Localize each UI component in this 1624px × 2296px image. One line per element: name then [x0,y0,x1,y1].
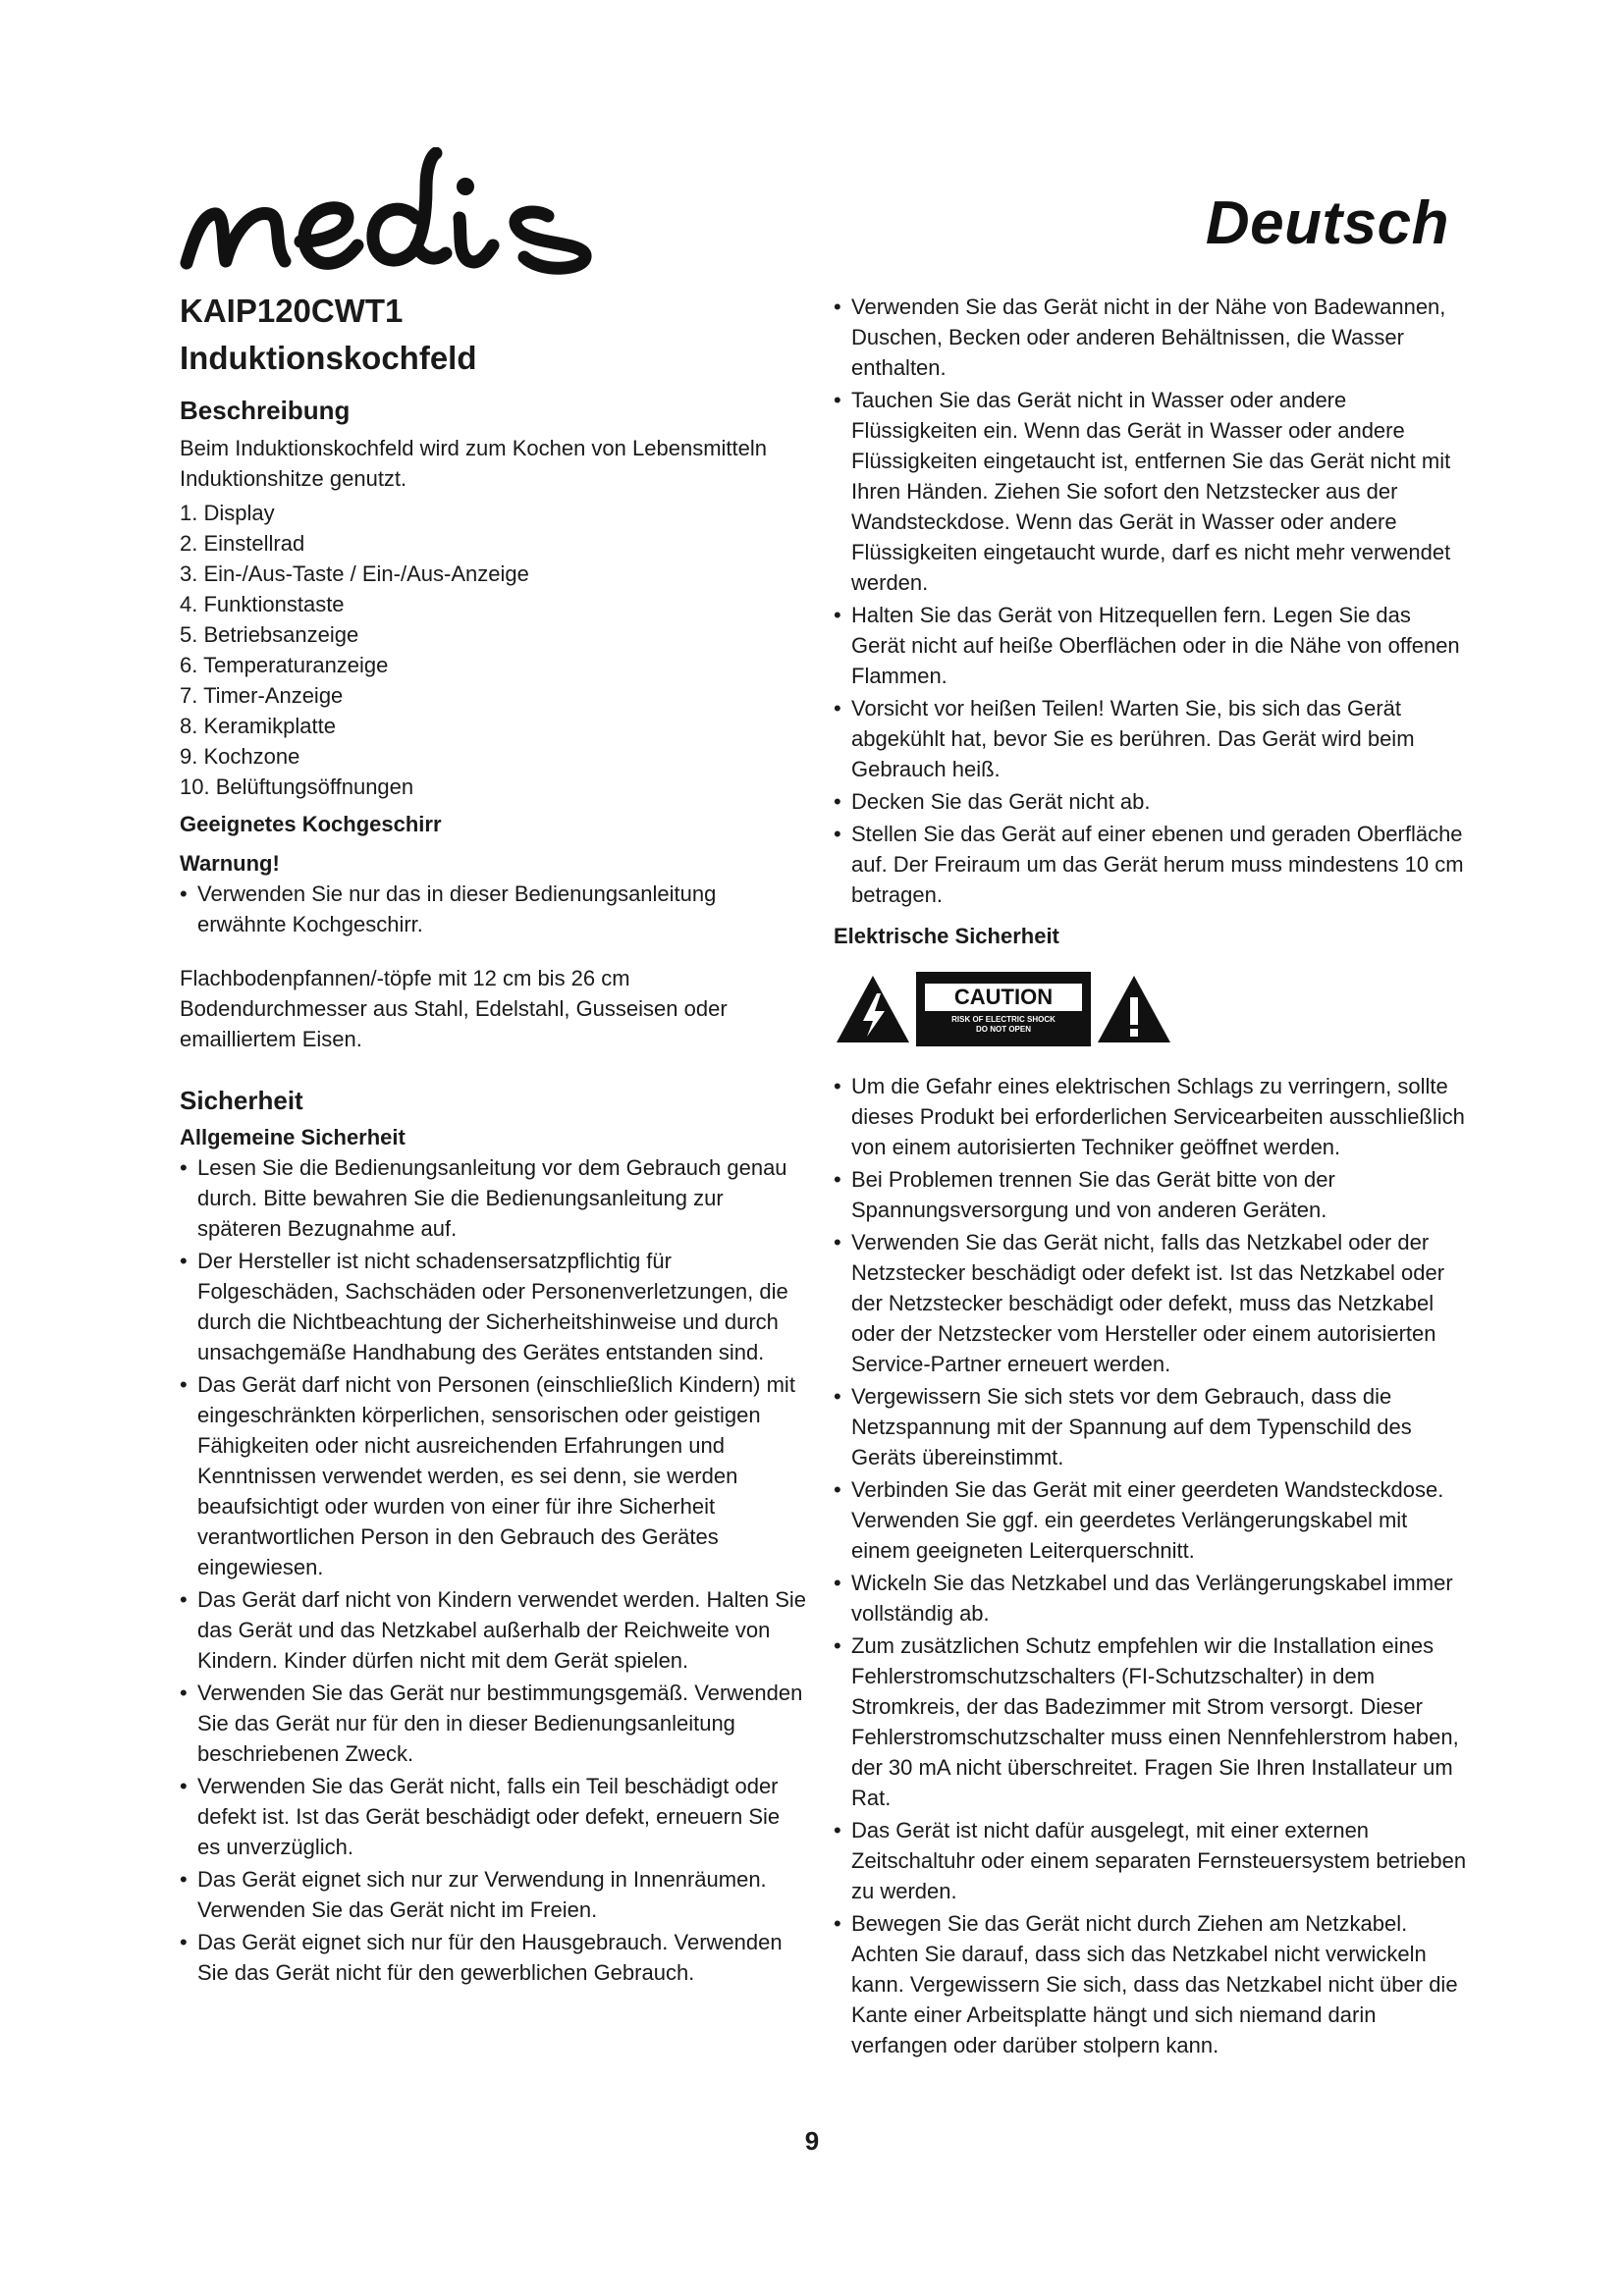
list-item: 7. Timer-Anzeige [180,683,344,708]
list-item: • Wickeln Sie das Netzkabel und das Verlängerungskabel immer vollständig ab. [834,1568,1467,1629]
description-heading: Beschreibung [180,396,351,425]
list-item: 1. Display [180,501,275,525]
list-item: • Verwenden Sie das Gerät nicht in der Nähe von Badewannen, Duschen, Becken oder anderen Behältnissen, die Wasser enthalten. [834,292,1467,383]
list-item: • Der Hersteller ist nicht schadensersatzpflichtig für Folgeschäden, Sachschäden oder Personenverletzungen, die durch die Nichtbeachtung der Sicherheitshinweise und durch unsachgemäße Handhabung des Gerätes entstanden sind. [180,1246,808,1367]
list-item: • Vorsicht vor heißen Teilen! Warten Sie, bis sich das Gerät abgekühlt hat, bevor Sie es berühren. Das Gerät wird beim Gebrauch heiß. [834,693,1467,784]
list-item: • Stellen Sie das Gerät auf einer ebenen und geraden Oberfläche auf. Der Freiraum um das Gerät herum muss mindestens 10 cm betragen. [834,819,1467,910]
caution-label-box [916,972,1091,1046]
general-safety-list-continued [834,292,1467,910]
list-item: • Das Gerät darf nicht von Personen (einschließlich Kindern) mit eingeschränkten körperlichen, sensorischen oder geistigen Fähigkeiten oder nicht ausreichenden Erfahrungen und Kenntnissen verwendet werden, es sei denn, sie werden beaufsichtigt oder wurden von einer für ihre Sicherheit verantwortlichen Person in den Gebrauch des Gerätes eingewiesen. [180,1369,808,1582]
list-item: 5. Betriebsanzeige [180,622,359,647]
list-item: 6. Temperaturanzeige [180,653,389,677]
model-number: KAIP120CWT1 [180,293,404,329]
list-item: • Das Gerät eignet sich nur zur Verwendung in Innenräumen. Verwenden Sie das Gerät nicht im Freien. [180,1864,808,1925]
cookware-heading: Geeignetes Kochgeschirr [180,812,442,836]
list-item: • Um die Gefahr eines elektrischen Schlags zu verringern, sollte dieses Produkt bei erforderlichen Servicearbeiten ausschließlich von einem autorisierten Techniker geöffnet werden. [834,1071,1467,1162]
caution-line-1: RISK OF ELECTRIC SHOCK [951,1015,1056,1024]
list-item: 8. Keramikplatte [180,714,336,738]
cookware-text: Flachbodenpfannen/-töpfe mit 12 cm bis 26 cm Bodendurchmesser aus Stahl, Edelstahl, Gusseisen oder emailliertem Eisen. [180,966,728,1051]
list-item: 10. Belüftungsöffnungen [180,774,414,799]
list-item: • Bewegen Sie das Gerät nicht durch Ziehen am Netzkabel. Achten Sie darauf, dass sich das Netzkabel nicht verwickeln kann. Vergewissern Sie sich, dass das Netzkabel nicht über die Kante einer Arbeitsplatte hängt und sich niemand darin verfangen oder darüber stolpern kann. [834,1908,1467,2060]
list-item: • Verwenden Sie das Gerät nicht, falls ein Teil beschädigt oder defekt ist. Ist das Gerät beschädigt oder defekt, erneuern Sie es unverzüglich. [180,1771,808,1862]
list-item: • Zum zusätzlichen Schutz empfehlen wir die Installation eines Fehlerstromschutzschalters (FI-Schutzschalter) in dem Stromkreis, der das Badezimmer mit Strom versorgt. Dieser Fehlerstromschutzschalter muss einen Nennfehlerstrom haben, der 30 mA nicht überschreitet. Fragen Sie Ihren Installateur um Rat. [834,1630,1467,1813]
list-item: 9. Kochzone [180,744,300,769]
electrical-safety-heading: Elektrische Sicherheit [834,924,1059,948]
list-item: • Verwenden Sie das Gerät nur bestimmungsgemäß. Verwenden Sie das Gerät nur für den in dieser Bedienungsanleitung beschriebenen Zweck. [180,1678,808,1769]
list-item: • Vergewissern Sie sich stets vor dem Gebrauch, dass die Netzspannung mit der Spannung auf dem Typenschild des Geräts übereinstimmt. [834,1381,1467,1472]
parts-list [180,498,808,802]
safety-heading: Sicherheit [180,1086,303,1115]
list-item: • Lesen Sie die Bedienungsanleitung vor dem Gebrauch genau durch. Bitte bewahren Sie die Bedienungsanleitung zur späteren Bezugnahme auf. [180,1152,808,1244]
electric-shock-warning-icon [834,972,912,1046]
list-item: • Tauchen Sie das Gerät nicht in Wasser oder andere Flüssigkeiten ein. Wenn das Gerät in Wasser oder andere Flüssigkeiten eingetaucht ist, entfernen Sie das Gerät nicht mit Ihren Händen. Ziehen Sie sofort den Netzstecker aus der Wandsteckdose. Wenn das Gerät in Wasser oder andere Flüssigkeiten eingetaucht wurde, darf es nicht mehr verwendet werden. [834,385,1467,598]
caution-label: CAUTION [925,984,1082,1011]
general-safety-heading: Allgemeine Sicherheit [180,1125,406,1149]
exclamation-warning-icon [1095,972,1173,1046]
list-item: • Bei Problemen trennen Sie das Gerät bitte von der Spannungsversorgung und von anderen Geräten. [834,1164,1467,1225]
left-column [180,290,808,1990]
list-item: 2. Einstellrad [180,531,305,556]
list-item: • Das Gerät darf nicht von Kindern verwendet werden. Halten Sie das Gerät und das Netzkabel außerhalb der Reichweite von Kindern. Kinder dürfen nicht mit dem Gerät spielen. [180,1584,808,1676]
general-safety-list [180,1152,808,1988]
page-number: 9 [804,2126,820,2156]
warning-heading: Warnung! [180,851,280,876]
list-item: • Verbinden Sie das Gerät mit einer geerdeten Wandsteckdose. Verwenden Sie ggf. ein geerdetes Verlängerungskabel mit einem geeigneten Leiterquerschnitt. [834,1474,1467,1566]
list-item: • Verwenden Sie nur das in dieser Bedienungsanleitung erwähnte Kochgeschirr. [180,879,808,939]
list-item: 4. Funktionstaste [180,592,345,616]
right-column [834,292,1467,2062]
caution-sign [834,965,1467,1053]
list-item: 3. Ein-/Aus-Taste / Ein-/Aus-Anzeige [180,561,529,586]
list-item: • Decken Sie das Gerät nicht ab. [834,786,1467,817]
product-title: Induktionskochfeld [180,340,477,376]
nedis-logo [175,147,636,285]
list-item: • Das Gerät ist nicht dafür ausgelegt, mit einer externen Zeitschaltuhr oder einem separaten Fernsteuersystem betrieben zu werden. [834,1815,1467,1906]
language-label: Deutsch [1205,189,1449,257]
description-text: Beim Induktionskochfeld wird zum Kochen von Lebensmitteln Induktionshitze genutzt. [180,436,767,491]
caution-line-2: DO NOT OPEN [975,1025,1031,1034]
warning-list [180,879,808,939]
list-item: • Verwenden Sie das Gerät nicht, falls das Netzkabel oder der Netzstecker beschädigt oder defekt ist. Ist das Netzkabel oder der Netzstecker beschädigt oder defekt, muss das Netzkabel oder der Netzstecker vom Hersteller oder einem autorisierten Service-Partner erneuert werden. [834,1227,1467,1379]
list-item: • Halten Sie das Gerät von Hitzequellen fern. Legen Sie das Gerät nicht auf heiße Oberflächen oder in die Nähe von offenen Flammen. [834,600,1467,691]
list-item: • Das Gerät eignet sich nur für den Hausgebrauch. Verwenden Sie das Gerät nicht für den gewerblichen Gebrauch. [180,1927,808,1988]
electrical-safety-list [834,1071,1467,2060]
